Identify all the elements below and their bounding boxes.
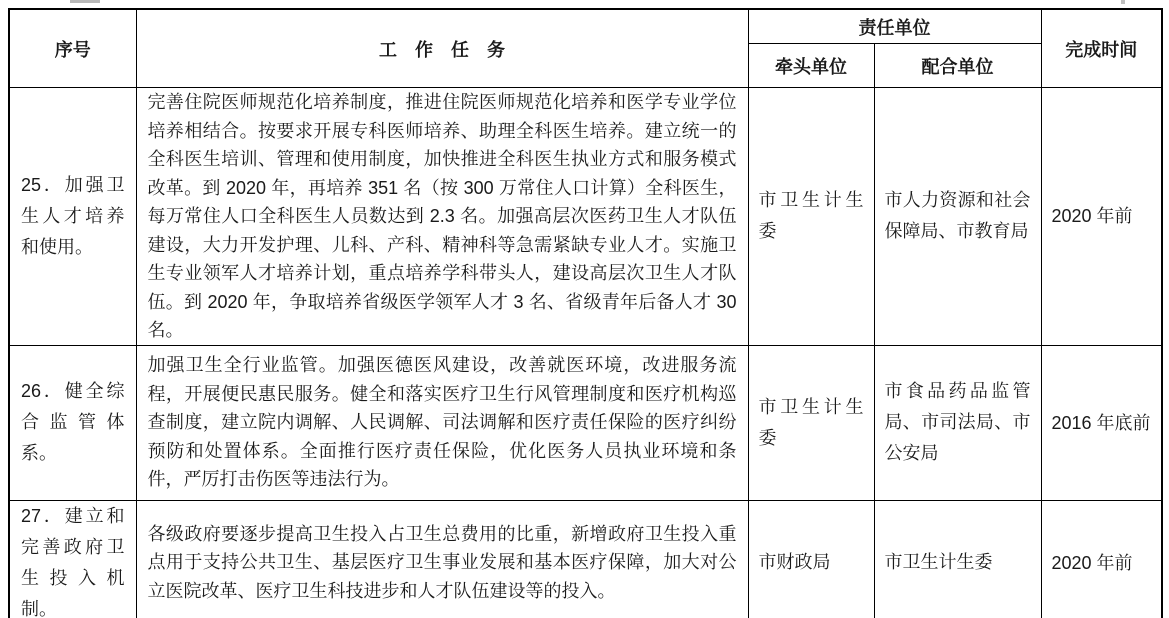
header-support-unit — [874, 44, 1041, 88]
row-25-support-unit: 市人力资源和社会保障局、市教育局 — [874, 88, 1041, 346]
row-26-deadline: 2016 年底前 — [1041, 345, 1162, 500]
row-25-seq-no: 25．加强卫生人才培养和使用。 — [9, 88, 136, 346]
row-27-support-unit: 市卫生计生委 — [874, 500, 1041, 618]
row-26-lead-unit: 市卫生计生委 — [748, 345, 874, 500]
row-25-deadline: 2020 年前 — [1041, 88, 1162, 346]
row-27-deadline: 2020 年前 — [1041, 500, 1162, 618]
row-26-task: 加强卫生全行业监管。加强医德医风建设，改善就医环境，改进服务流程，开展便民惠民服务。健全和落实医疗卫生行风管理制度和医疗机构巡查制度，建立院内调解、人民调解、司法调解和医疗责任保险的医疗纠纷预防和处置体系。全面推行医疗责任保险，优化医务人员执业环境和条件，严厉打击伤医等违法行为。 — [136, 345, 748, 500]
row-26-support-unit: 市食品药品监管局、市司法局、市公安局 — [874, 345, 1041, 500]
header-work-task-label: 工作任务 — [379, 39, 523, 60]
work-task-table — [8, 8, 1163, 618]
header-row-1 — [9, 9, 1162, 44]
table-row-26 — [9, 345, 1162, 500]
header-work-task — [136, 9, 748, 88]
row-27-lead-unit: 市财政局 — [748, 500, 874, 618]
header-lead-unit — [748, 44, 874, 88]
header-responsible-unit — [748, 9, 1041, 44]
header-deadline-label: 完成时间 — [1065, 39, 1138, 60]
row-25-task: 完善住院医师规范化培养制度，推进住院医师规范化培养和医学专业学位培养相结合。按要求开展专科医师培养、助理全科医生培养。建立统一的全科医生培训、管理和使用制度，加快推进全科医生执业方式和服务模式改革。到 2020 年，再培养 351 名（按 300 万常住人口计算）全科医生，每万常住人口全科医生人员数达到 2.3 名。加强高层次医药卫生人才队伍建设，大力开发护理、儿科、产科、精神科等急需紧缺专业人才。实施卫生专业领军人才培养计划，重点培养学科带头人，建设高层次卫生人才队伍。到 2020 年，争取培养省级医学领军人才 3 名、省级青年后备人才 30 名。 — [136, 88, 748, 346]
table-row-25 — [9, 88, 1162, 346]
row-25-lead-unit: 市卫生计生委 — [748, 88, 874, 346]
header-responsible-unit-label: 责任单位 — [858, 17, 931, 38]
screenshot-crop-artifact — [70, 0, 100, 3]
header-deadline — [1041, 9, 1162, 88]
row-27-task: 各级政府要逐步提高卫生投入占卫生总费用的比重，新增政府卫生投入重点用于支持公共卫生、基层医疗卫生事业发展和基本医疗保障，加大对公立医院改革、医疗卫生科技进步和人才队伍建设等的投入。 — [136, 500, 748, 618]
row-26-seq-no: 26．健全综合监管体系。 — [9, 345, 136, 500]
header-lead-unit-label: 牵头单位 — [775, 56, 847, 77]
header-support-unit-label: 配合单位 — [921, 56, 994, 77]
table-row-27 — [9, 500, 1162, 618]
screenshot-crop-artifact — [1121, 0, 1125, 4]
header-seq-no — [9, 9, 136, 88]
header-seq-no-label: 序号 — [54, 39, 91, 60]
row-27-seq-no: 27．建立和完善政府卫生投入机制。 — [9, 500, 136, 618]
